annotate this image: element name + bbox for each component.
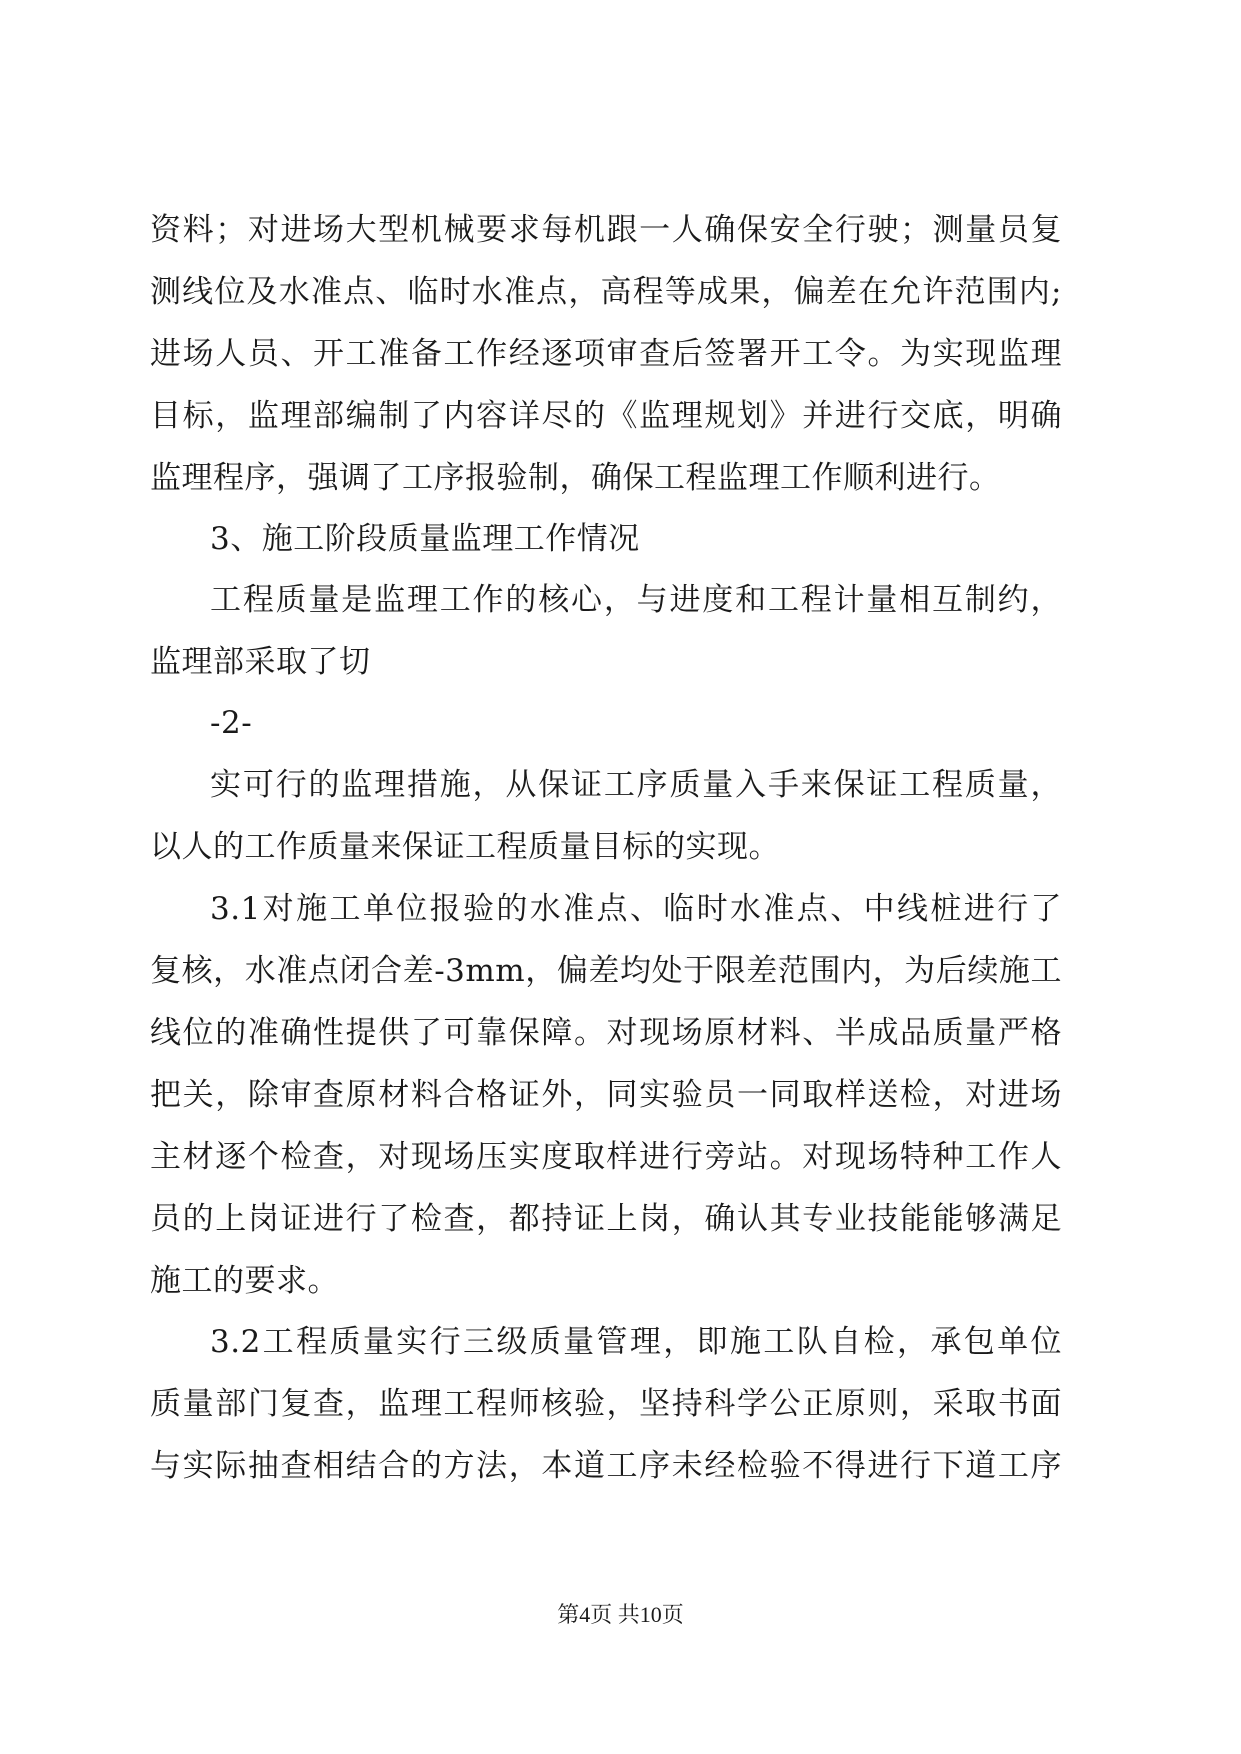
body-text-line: 以人的工作质量来保证工程质量目标的实现。 xyxy=(150,829,780,865)
body-text-line: 与实际抽查相结合的方法，本道工序未经检验不得进行下道工序 xyxy=(150,1448,1062,1484)
body-text-line: 进场人员、开工准备工作经逐项审查后签署开工令。为实现监理 xyxy=(150,336,1062,372)
body-text-line: 监理部采取了切 xyxy=(150,644,371,680)
body-text-line: 资料；对进场大型机械要求每机跟一人确保安全行驶；测量员复 xyxy=(150,212,1062,248)
body-text-line: 3.1对施工单位报验的水准点、临时水准点、中线桩进行了 xyxy=(210,891,1062,927)
body-text-line: 施工的要求。 xyxy=(150,1263,339,1299)
body-text-line: 复核，水准点闭合差-3mm，偏差均处于限差范围内，为后续施工 xyxy=(150,953,1062,989)
body-text-line: 实可行的监理措施，从保证工序质量入手来保证工程质量， xyxy=(210,767,1062,803)
body-text-line: 质量部门复查，监理工程师核验，坚持科学公正原则，采取书面 xyxy=(150,1386,1062,1422)
body-text-line: 目标，监理部编制了内容详尽的《监理规划》并进行交底，明确 xyxy=(150,398,1062,434)
body-text-line: 测线位及水准点、临时水准点，高程等成果，偏差在允许范围内; xyxy=(150,274,1062,310)
body-text-line: 3.2工程质量实行三级质量管理，即施工队自检，承包单位 xyxy=(210,1324,1062,1360)
body-text-line: 监理程序，强调了工序报验制，确保工程监理工作顺利进行。 xyxy=(150,460,1001,496)
body-text-line: 工程质量是监理工作的核心，与进度和工程计量相互制约， xyxy=(210,582,1062,618)
section-heading: 3、施工阶段质量监理工作情况 xyxy=(210,521,640,557)
inline-page-marker: -2- xyxy=(210,705,253,741)
body-text-line: 主材逐个检查，对现场压实度取样进行旁站。对现场特种工作人 xyxy=(150,1139,1062,1175)
page-number-footer: 第4页 共10页 xyxy=(557,1602,684,1627)
body-text-line: 线位的准确性提供了可靠保障。对现场原材料、半成品质量严格 xyxy=(150,1015,1062,1051)
body-text-line: 把关，除审查原材料合格证外，同实验员一同取样送检，对进场 xyxy=(150,1077,1062,1113)
body-text-line: 员的上岗证进行了检查，都持证上岗，确认其专业技能能够满足 xyxy=(150,1201,1062,1237)
